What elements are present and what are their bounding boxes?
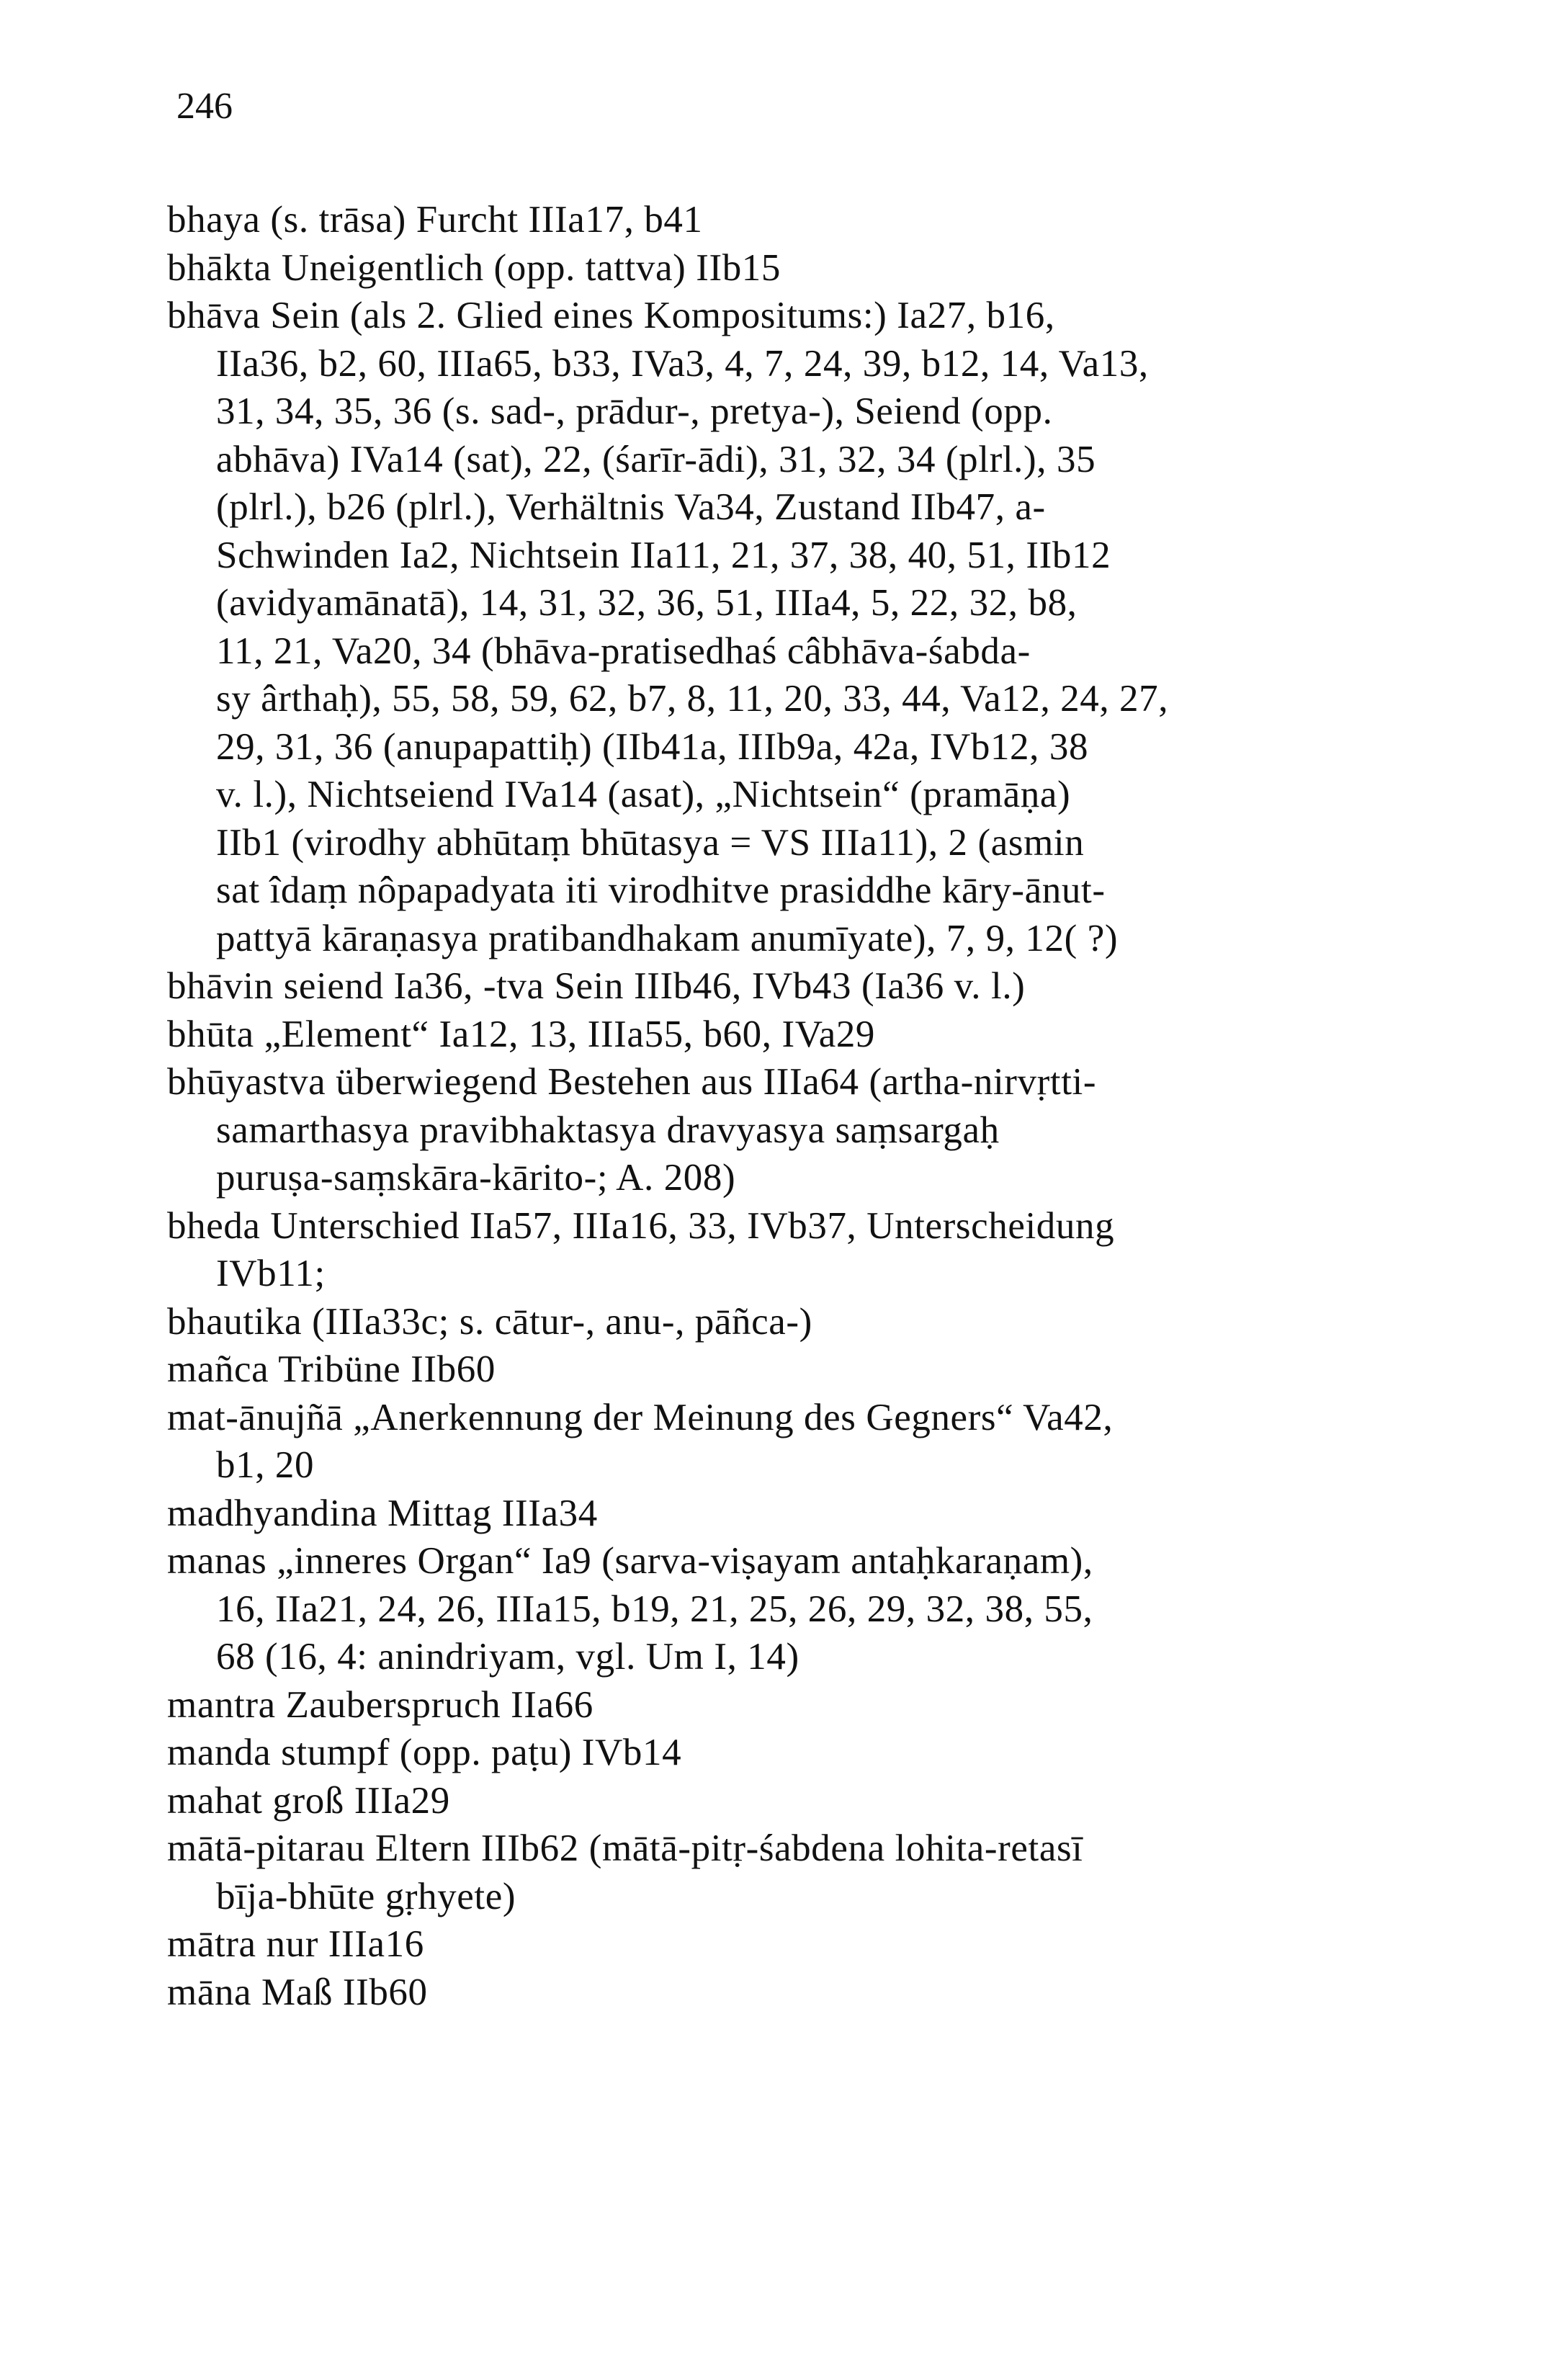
entry-headline: madhyandina Mittag IIIa34 bbox=[167, 1492, 598, 1534]
index-entry bbox=[167, 1346, 1320, 1394]
entry-headline: bhautika (IIIa33c; s. cātur-, anu-, pāñca-) bbox=[167, 1300, 812, 1343]
entry-headline: māna Maß IIb60 bbox=[167, 1971, 428, 2013]
entry-continuation-line: IIb1 (virodhy abhūtaṃ bhūtasya = VS IIIa11), 2 (asmin bbox=[216, 821, 1085, 864]
index-entry bbox=[167, 1777, 1320, 1825]
index-entry bbox=[167, 962, 1320, 1011]
entry-continuation-line: sat îdaṃ nôpapadyata iti virodhitve prasiddhe kāry-ānut- bbox=[216, 869, 1106, 911]
index-entry bbox=[167, 1394, 1320, 1490]
index-entry bbox=[167, 1920, 1320, 1969]
entry-continuation-line: bīja-bhūte gṛhyete) bbox=[216, 1875, 516, 1917]
entry-continuation-line: 31, 34, 35, 36 (s. sad-, prādur-, pretya-), Seiend (opp. bbox=[216, 390, 1053, 432]
entry-headline: bhāvin seiend Ia36, -tva Sein IIIb46, IVb43 (Ia36 v. l.) bbox=[167, 965, 1026, 1007]
index-entry bbox=[167, 1490, 1320, 1538]
entry-continuation-line: IIa36, b2, 60, IIIa65, b33, IVa3, 4, 7, 24, 39, b12, 14, Va13, bbox=[216, 342, 1149, 385]
entry-continuation-line: abhāva) IVa14 (sat), 22, (śarīr-ādi), 31, 32, 34 (plrl.), 35 bbox=[216, 438, 1096, 480]
index-entry bbox=[167, 196, 1320, 244]
index-entry bbox=[167, 1202, 1320, 1298]
entry-headline: bhūyastva überwiegend Bestehen aus IIIa64 (artha-nirvṛtti- bbox=[167, 1061, 1097, 1103]
entry-continuation-line: 11, 21, Va20, 34 (bhāva-pratisedhaś câbhāva-śabda- bbox=[216, 630, 1031, 672]
entry-headline: bhūta „Element“ Ia12, 13, IIIa55, b60, IVa29 bbox=[167, 1013, 876, 1055]
index-entry bbox=[167, 292, 1320, 962]
entry-headline: mahat groß IIIa29 bbox=[167, 1779, 450, 1822]
entry-continuation-line: v. l.), Nichtseiend IVa14 (asat), „Nichtsein“ (pramāṇa) bbox=[216, 774, 1071, 815]
entry-continuation-line: IVb11; bbox=[216, 1253, 326, 1294]
entry-headline: manas „inneres Organ“ Ia9 (sarva-viṣayam antaḥkaraṇam), bbox=[167, 1540, 1093, 1582]
entry-continuation-line: 68 (16, 4: anindriyam, vgl. Um I, 14) bbox=[216, 1636, 799, 1678]
index-entry bbox=[167, 1011, 1320, 1059]
entry-headline: bhākta Uneigentlich (opp. tattva) IIb15 bbox=[167, 246, 781, 289]
entry-headline: mātra nur IIIa16 bbox=[167, 1923, 424, 1965]
entry-continuation-line: (avidyamānatā), 14, 31, 32, 36, 51, IIIa4, 5, 22, 32, b8, bbox=[216, 582, 1078, 624]
index-entry bbox=[167, 1058, 1320, 1202]
entry-headline: bhāva Sein (als 2. Glied eines Kompositums:) Ia27, b16, bbox=[167, 295, 1055, 336]
index-entry-list bbox=[167, 196, 1320, 2016]
entry-continuation-line: (plrl.), b26 (plrl.), Verhältnis Va34, Zustand IIb47, a- bbox=[216, 486, 1046, 528]
page-number: 246 bbox=[176, 86, 233, 127]
index-entry bbox=[167, 1825, 1320, 1920]
entry-headline: bhaya (s. trāsa) Furcht IIIa17, b41 bbox=[167, 199, 703, 241]
entry-continuation-line: b1, 20 bbox=[216, 1444, 315, 1486]
entry-headline: manda stumpf (opp. paṭu) IVb14 bbox=[167, 1732, 682, 1773]
entry-headline: mat-ānujñā „Anerkennung der Meinung des Gegners“ Va42, bbox=[167, 1396, 1114, 1438]
entry-continuation-line: 16, IIa21, 24, 26, IIIa15, b19, 21, 25, 26, 29, 32, 38, 55, bbox=[216, 1588, 1093, 1630]
entry-headline: mantra Zauberspruch IIa66 bbox=[167, 1683, 593, 1726]
entry-headline: bheda Unterschied IIa57, IIIa16, 33, IVb37, Unterscheidung bbox=[167, 1204, 1115, 1247]
index-entry bbox=[167, 1681, 1320, 1729]
entry-headline: mātā-pitarau Eltern IIIb62 (mātā-pitṛ-śabdena lohita-retasī bbox=[167, 1827, 1083, 1869]
entry-continuation-line: sy ârthaḥ), 55, 58, 59, 62, b7, 8, 11, 20, 33, 44, Va12, 24, 27, bbox=[216, 678, 1169, 720]
entry-continuation-line: puruṣa-saṃskāra-kārito-; A. 208) bbox=[216, 1157, 736, 1199]
index-entry bbox=[167, 1298, 1320, 1346]
entry-continuation-line: pattyā kāraṇasya pratibandhakam anumīyate), 7, 9, 12( ?) bbox=[216, 917, 1119, 959]
index-entry bbox=[167, 1969, 1320, 2017]
entry-continuation-line: Schwinden Ia2, Nichtsein IIa11, 21, 37, 38, 40, 51, IIb12 bbox=[216, 534, 1111, 576]
entry-continuation-line: samarthasya pravibhaktasya dravyasya saṃsargaḥ bbox=[216, 1109, 1000, 1151]
entry-continuation-line: 29, 31, 36 (anupapattiḥ) (IIb41a, IIIb9a, 42a, IVb12, 38 bbox=[216, 725, 1089, 768]
index-entry bbox=[167, 244, 1320, 292]
index-entry bbox=[167, 1537, 1320, 1681]
index-entry bbox=[167, 1729, 1320, 1777]
entry-headline: mañca Tribüne IIb60 bbox=[167, 1348, 496, 1390]
